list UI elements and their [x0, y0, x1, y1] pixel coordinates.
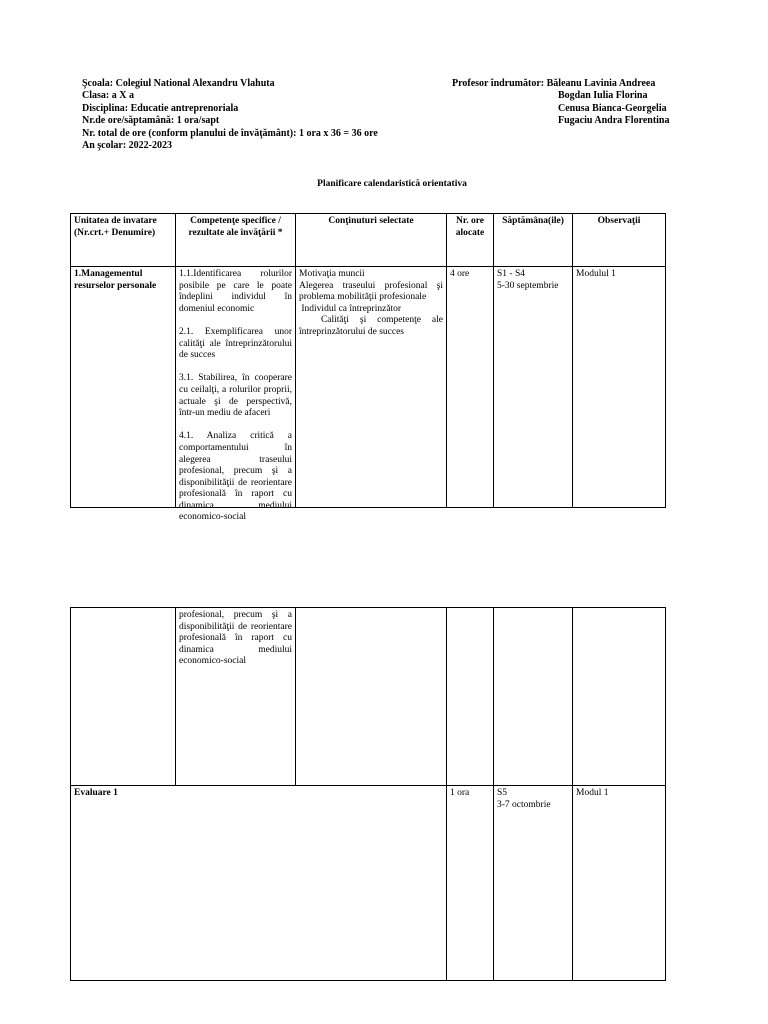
evaluation-weeks — [494, 786, 573, 981]
header-contents: Conţinuturi selectate — [296, 214, 447, 267]
weeks-range: S5 — [497, 788, 508, 798]
notes-cell: Modulul 1 — [573, 267, 666, 508]
total-hours-line: Nr. total de ore (conform planului de învăţământ): 1 ora x 36 = 36 ore — [82, 127, 378, 139]
contents-cell — [296, 267, 447, 508]
header-notes: Observaţii — [573, 214, 666, 267]
evaluation-label: Evaluare 1 — [71, 786, 447, 981]
table-header-row — [71, 214, 666, 267]
weekly-hours-line: Nr.de ore/săptamână: 1 ora/sapt — [82, 115, 220, 127]
weeks-cell — [494, 267, 573, 508]
planning-table — [70, 213, 666, 523]
teachers-label: Profesor îndrumător: Băleanu Lavinia Andreea — [452, 78, 656, 89]
hours-cell-empty — [447, 608, 494, 786]
competences-cell — [176, 267, 296, 523]
school-year-line: An şcolar: 2022-2023 — [82, 140, 172, 152]
teachers-list — [558, 90, 670, 127]
competences-cell — [176, 608, 296, 786]
weeks-dates: 5-30 septembrie — [497, 280, 559, 291]
unit-cell-empty — [71, 608, 176, 786]
teacher-name: Fugaciu Andra Florentina — [558, 115, 670, 127]
hours-cell: 4 ore — [447, 267, 494, 508]
discipline-line: Disciplina: Educatie antreprenoriala — [82, 102, 239, 114]
notes-cell-empty — [573, 608, 666, 786]
table-row — [71, 267, 666, 508]
competence-continuation: profesional, precum şi a disponibilităţii de reorientare profesională în raport cu dinamica mediului economico-social — [179, 610, 292, 667]
header-competences: Competenţe specifice / rezultate ale învăţării * — [176, 214, 296, 267]
weeks-cell-empty — [494, 608, 573, 786]
competence-item: 2.1. Exemplificarea unor calităţi ale întreprinzătorului de succes — [179, 326, 292, 361]
content-item: Calităţi şi competenţe ale întreprinzătorului de succes — [299, 315, 446, 337]
competence-item: 3.1. Stabilirea, în cooperare cu ceilalţi, a rolurilor proprii, actuale şi de perspectivă, într-un mediu de afaceri — [179, 373, 292, 419]
document-title: Planificare calendaristică orientativa — [317, 179, 467, 189]
school-info — [82, 78, 378, 152]
table-row — [71, 608, 666, 786]
competence-item: 1.1.Identificarea rolurilor posibile pe care le poate îndeplini individul în domeniul economic — [179, 269, 292, 314]
unit-name: 1.Managementul resurselor personale — [71, 267, 176, 508]
content-item: Individul ca întreprinzător — [299, 303, 402, 314]
planning-table-continued — [70, 607, 666, 981]
content-item: Alegerea traseului profesional şi problema mobilităţii profesionale — [299, 280, 443, 303]
contents-cell-empty — [296, 608, 447, 786]
evaluation-row — [71, 786, 666, 981]
header-weeks: Săptămâna(ile) — [494, 214, 573, 267]
teacher-name: Cenusa Bianca-Georgelia — [558, 102, 667, 114]
weeks-range: S1 - S4 — [497, 269, 525, 279]
header-unit: Unitatea de invatare (Nr.crt.+ Denumire) — [71, 214, 176, 267]
evaluation-hours: 1 ora — [447, 786, 494, 981]
weeks-dates: 3-7 octombrie — [497, 799, 551, 810]
content-item: Motivaţia muncii — [299, 269, 365, 279]
school-line: Şcoala: Colegiul National Alexandru Vlahuta — [82, 78, 275, 89]
teacher-name: Bogdan Iulia Florina — [558, 90, 648, 102]
evaluation-notes: Modul 1 — [573, 786, 666, 981]
class-line: Clasa: a X a — [82, 90, 134, 102]
header-hours: Nr. ore alocate — [447, 214, 494, 267]
competence-item: 4.1. Analiza critică a comportamentului în alegerea traseului profesional, precum şi a disponibilităţii de reorientare profesională în raport cu dinamica mediului economico-social — [179, 431, 292, 523]
